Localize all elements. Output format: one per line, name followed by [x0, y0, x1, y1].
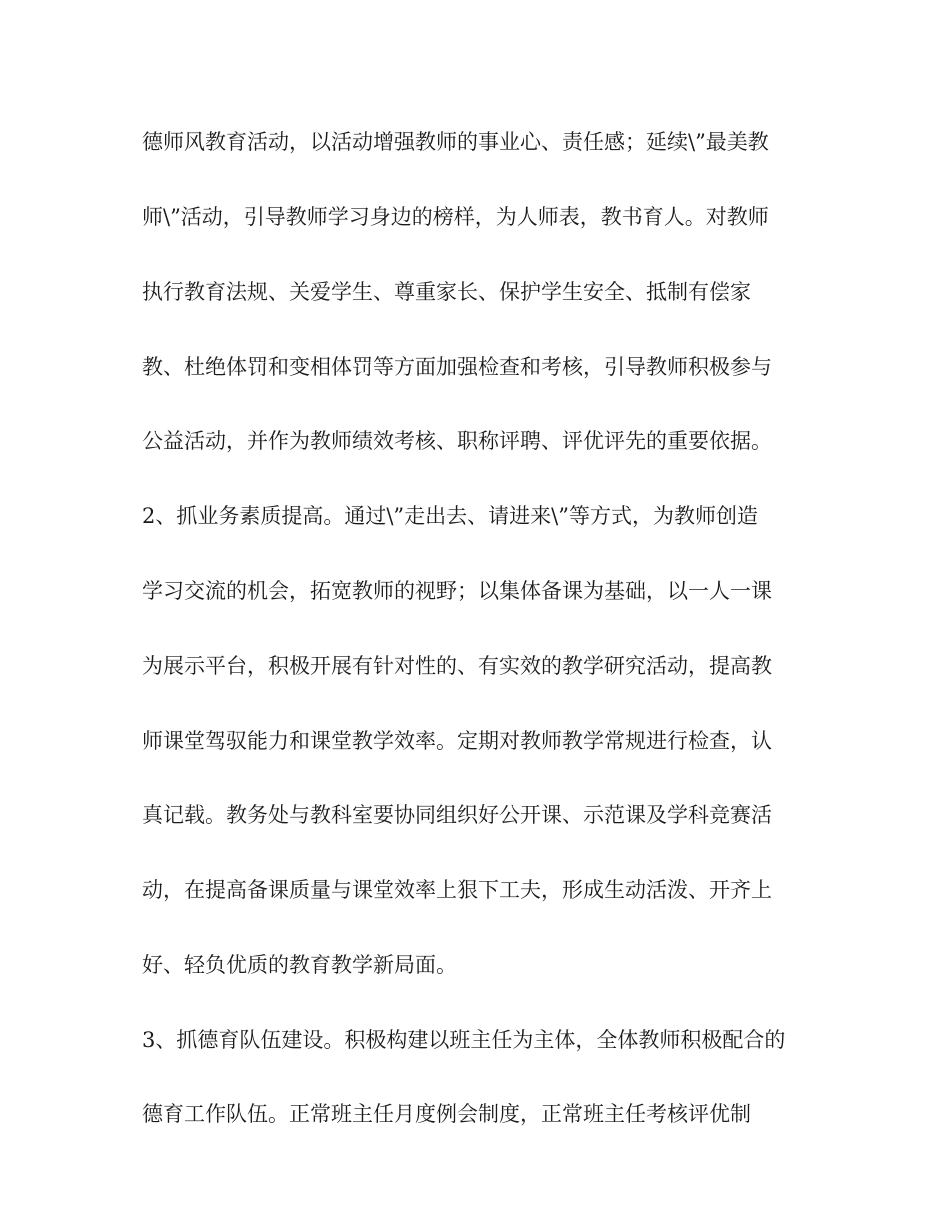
text-line: 师\”活动，引导教师学习身边的榜样，为人师表，教书育人。对教师 [142, 205, 769, 229]
text-line: 师课堂驾驭能力和课堂教学效率。定期对教师教学常规进行检查，认 [142, 729, 772, 753]
text-line: 3、抓德育队伍建设。积极构建以班主任为主体，全体教师积极配合的 [142, 1028, 786, 1052]
text-line: 动，在提高备课质量与课堂效率上狠下工夫，形成生动活泼、开齐上 [142, 878, 772, 902]
text-line: 公益活动，并作为教师绩效考核、职称评聘、评优评先的重要依据。 [142, 429, 772, 453]
text-line: 教、杜绝体罚和变相体罚等方面加强检查和考核，引导教师积极参与 [142, 355, 772, 379]
text-line: 好、轻负优质的教育教学新局面。 [142, 953, 457, 977]
text-line: 为展示平台，积极开展有针对性的、有实效的教学研究活动，提高教 [142, 654, 772, 678]
text-line: 学习交流的机会，拓宽教师的视野；以集体备课为基础，以一人一课 [142, 579, 772, 603]
text-line: 执行教育法规、关爱学生、尊重家长、保护学生安全、抵制有偿家 [142, 280, 751, 304]
text-line: 2、抓业务素质提高。通过\”走出去、请进来\”等方式，为教师创造 [142, 504, 758, 528]
text-line: 真记载。教务处与教科室要协同组织好公开课、示范课及学科竞赛活 [142, 803, 772, 827]
text-line: 德师风教育活动，以活动增强教师的事业心、责任感；延续\”最美教 [142, 130, 769, 154]
text-line: 德育工作队伍。正常班主任月度例会制度，正常班主任考核评优制 [142, 1102, 751, 1126]
